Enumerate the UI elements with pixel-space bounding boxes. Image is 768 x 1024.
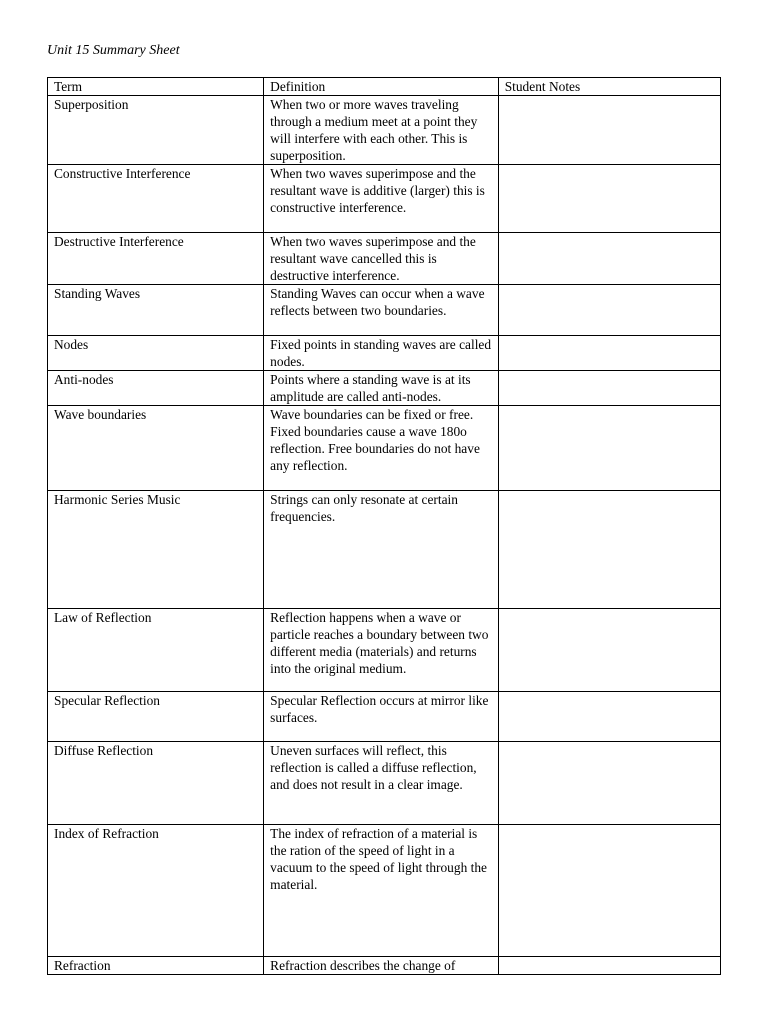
term-cell: Constructive Interference: [48, 165, 264, 233]
page-title: Unit 15 Summary Sheet: [47, 43, 180, 58]
definition-cell: When two waves superimpose and the resultant wave cancelled this is destructive interference.: [264, 233, 499, 285]
term-cell: Diffuse Reflection: [48, 742, 264, 825]
definition-cell: Standing Waves can occur when a wave reflects between two boundaries.: [264, 285, 499, 336]
definition-cell: Wave boundaries can be fixed or free. Fixed boundaries cause a wave 180o reflection. Free boundaries do not have any reflection.: [264, 406, 499, 491]
term-column-header: Term: [48, 78, 264, 96]
table-row: [48, 957, 721, 975]
table-row: [48, 371, 721, 406]
notes-cell: [498, 165, 720, 233]
table-row: [48, 165, 721, 233]
definition-cell: Reflection happens when a wave or particle reaches a boundary between two different media (materials) and returns into the original medium.: [264, 609, 499, 692]
definition-cell: Refraction describes the change of: [264, 957, 499, 975]
definition-column-header: Definition: [264, 78, 499, 96]
term-cell: Superposition: [48, 96, 264, 165]
table-row: [48, 692, 721, 742]
definition-cell: Specular Reflection occurs at mirror like surfaces.: [264, 692, 499, 742]
notes-cell: [498, 406, 720, 491]
term-cell: Nodes: [48, 336, 264, 371]
definition-cell: When two or more waves traveling through a medium meet at a point they will interfere with each other. This is superposition.: [264, 96, 499, 165]
term-cell: Standing Waves: [48, 285, 264, 336]
table-row: [48, 285, 721, 336]
term-cell: Refraction: [48, 957, 264, 975]
notes-cell: [498, 96, 720, 165]
term-cell: Specular Reflection: [48, 692, 264, 742]
definition-cell: Fixed points in standing waves are called nodes.: [264, 336, 499, 371]
term-cell: Wave boundaries: [48, 406, 264, 491]
notes-cell: [498, 285, 720, 336]
definition-cell: Strings can only resonate at certain frequencies.: [264, 491, 499, 609]
summary-table: [47, 77, 721, 975]
notes-cell: [498, 491, 720, 609]
notes-cell: [498, 336, 720, 371]
notes-cell: [498, 609, 720, 692]
term-cell: Anti-nodes: [48, 371, 264, 406]
table-row: [48, 96, 721, 165]
term-cell: Harmonic Series Music: [48, 491, 264, 609]
table-header-row: [48, 78, 721, 96]
definition-cell: When two waves superimpose and the resultant wave is additive (larger) this is constructive interference.: [264, 165, 499, 233]
notes-cell: [498, 692, 720, 742]
notes-cell: [498, 371, 720, 406]
notes-cell: [498, 742, 720, 825]
table-row: [48, 233, 721, 285]
notes-cell: [498, 233, 720, 285]
table-row: [48, 609, 721, 692]
notes-column-header: Student Notes: [498, 78, 720, 96]
definition-cell: Points where a standing wave is at its amplitude are called anti-nodes.: [264, 371, 499, 406]
definition-cell: Uneven surfaces will reflect, this reflection is called a diffuse reflection, and does not result in a clear image.: [264, 742, 499, 825]
term-cell: Index of Refraction: [48, 825, 264, 957]
table-row: [48, 406, 721, 491]
table-row: [48, 742, 721, 825]
definition-cell: The index of refraction of a material is the ration of the speed of light in a vacuum to the speed of light through the material.: [264, 825, 499, 957]
table-row: [48, 825, 721, 957]
notes-cell: [498, 957, 720, 975]
term-cell: Destructive Interference: [48, 233, 264, 285]
table-row: [48, 336, 721, 371]
notes-cell: [498, 825, 720, 957]
term-cell: Law of Reflection: [48, 609, 264, 692]
table-row: [48, 491, 721, 609]
